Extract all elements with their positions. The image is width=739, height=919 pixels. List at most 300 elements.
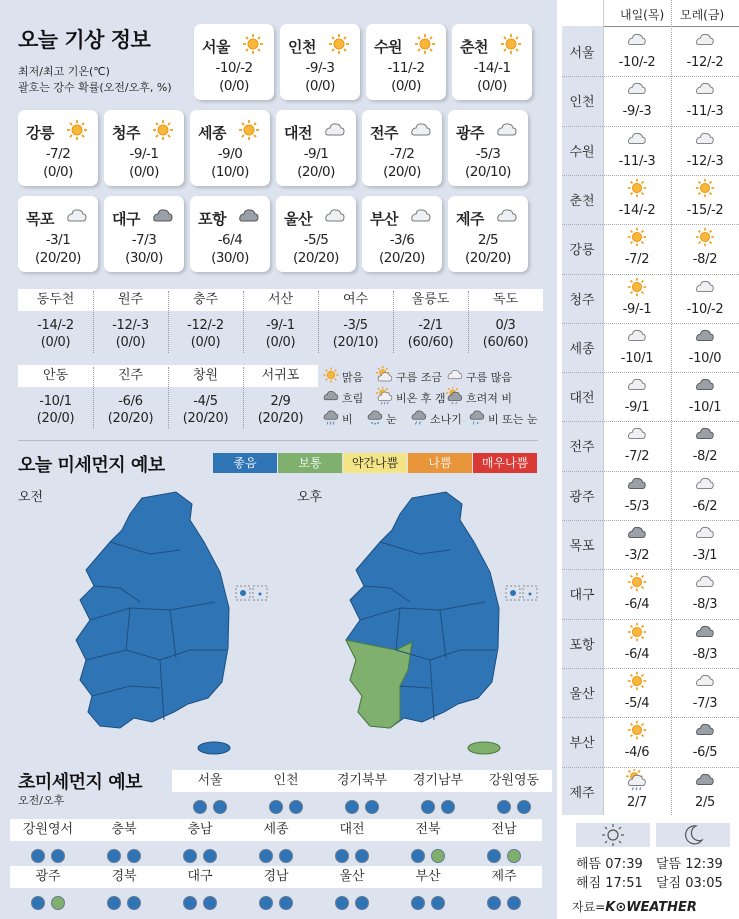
cloud-icon bbox=[604, 374, 670, 400]
city-prob: (20/0) bbox=[36, 411, 75, 426]
city-name: 부산 bbox=[370, 210, 398, 228]
forecast-header-day2: 모레(금) bbox=[680, 8, 725, 22]
city-name: 전주 bbox=[370, 124, 398, 142]
sun-rain-icon bbox=[604, 769, 670, 795]
am-status-dot bbox=[411, 849, 425, 863]
region-name: 울산 bbox=[314, 866, 390, 888]
forecast-row bbox=[562, 372, 739, 421]
am-status-dot bbox=[193, 800, 207, 814]
city-temp: -9/1 bbox=[303, 146, 329, 162]
city-name: 인천 bbox=[288, 38, 316, 56]
city-temp: -10/-2 bbox=[215, 60, 253, 76]
city-prob: (0/0) bbox=[265, 335, 296, 350]
city-cell bbox=[168, 289, 243, 351]
subtitle-line-2: 괄호는 강수 확률(오전/오후, %) bbox=[18, 81, 172, 94]
map-label-pm: 오후 bbox=[297, 490, 323, 505]
city-name: 강릉 bbox=[26, 124, 54, 142]
forecast-city: 제주 bbox=[569, 785, 595, 801]
city-name: 독도 bbox=[468, 289, 543, 311]
city-name: 원주 bbox=[93, 289, 168, 311]
forecast-city: 서울 bbox=[569, 46, 595, 61]
region-name: 대구 bbox=[162, 866, 238, 888]
city-prob: (20/20) bbox=[257, 411, 304, 426]
shower-icon bbox=[410, 408, 428, 429]
forecast-temp-day1: -6/4 bbox=[624, 597, 650, 613]
city-temp: -10/1 bbox=[39, 394, 72, 409]
forecast-temp-day1: -14/-2 bbox=[618, 202, 656, 218]
legend-item: 맑음 bbox=[322, 366, 363, 387]
forecast-city: 강릉 bbox=[569, 243, 595, 259]
row-divider bbox=[562, 126, 739, 127]
cloud-icon bbox=[446, 366, 464, 387]
legend-item: 흐려져 비 bbox=[446, 387, 512, 408]
region-name: 경기남부 bbox=[400, 770, 476, 792]
city-prob: (20/20) bbox=[379, 250, 425, 266]
pm-status-dot bbox=[203, 849, 217, 863]
pm-status-dot bbox=[431, 896, 445, 910]
am-status-dot bbox=[259, 849, 273, 863]
forecast-temp-day2: -12/-3 bbox=[686, 153, 724, 169]
pm-status-dot bbox=[355, 849, 369, 863]
grid-divider bbox=[93, 367, 94, 429]
cloud-dark-icon bbox=[672, 423, 738, 449]
sun-icon-box bbox=[576, 823, 650, 847]
legend-item: 소나기 bbox=[410, 408, 462, 429]
city-prob: (30/0) bbox=[211, 250, 249, 266]
upm-region bbox=[162, 819, 238, 863]
grid-divider bbox=[243, 367, 244, 429]
cloud-dark-icon bbox=[151, 204, 175, 232]
city-card bbox=[104, 196, 184, 272]
moonrise: 달뜸 12:39 bbox=[656, 857, 723, 872]
upm-region bbox=[390, 866, 466, 910]
source-credit: 자료=K⊙WEATHER bbox=[572, 900, 697, 915]
city-card bbox=[276, 110, 356, 186]
cloud-icon bbox=[672, 29, 738, 55]
sun-rain-icon bbox=[376, 387, 394, 408]
city-temp: -3/1 bbox=[45, 232, 71, 248]
forecast-row bbox=[562, 126, 739, 175]
sun-icon bbox=[413, 32, 437, 60]
city-card bbox=[104, 110, 184, 186]
city-cell bbox=[93, 365, 168, 427]
city-card bbox=[194, 24, 274, 100]
city-name: 안동 bbox=[18, 365, 93, 387]
am-status-dot bbox=[31, 896, 45, 910]
cloud-dark-icon bbox=[604, 522, 670, 548]
city-card bbox=[362, 110, 442, 186]
city-prob: (0/0) bbox=[190, 335, 221, 350]
forecast-temp-day2: -6/5 bbox=[692, 745, 718, 761]
city-prob: (20/10) bbox=[332, 335, 379, 350]
forecast-city: 대구 bbox=[569, 588, 595, 604]
upm-region bbox=[10, 819, 86, 863]
city-temp: -9/-1 bbox=[129, 146, 159, 162]
forecast-city: 울산 bbox=[569, 686, 595, 702]
am-status-dot bbox=[487, 849, 501, 863]
city-name: 수원 bbox=[374, 38, 402, 56]
city-prob: (20/20) bbox=[293, 250, 339, 266]
pm-status-dot bbox=[127, 849, 141, 863]
city-temp: -6/4 bbox=[217, 232, 243, 248]
city-card bbox=[280, 24, 360, 100]
am-status-dot bbox=[497, 800, 511, 814]
city-temp: -11/-2 bbox=[387, 60, 425, 76]
pm-legend-item: 보통 bbox=[278, 453, 342, 473]
forecast-row bbox=[562, 717, 739, 766]
city-name: 동두천 bbox=[18, 289, 93, 311]
legend-item: 구름 많음 bbox=[446, 366, 512, 387]
cloud-icon bbox=[672, 473, 738, 499]
city-temp: -3/5 bbox=[343, 318, 368, 333]
pm-status-dot bbox=[507, 896, 521, 910]
forecast-row bbox=[562, 175, 739, 224]
upm-region bbox=[400, 770, 476, 814]
city-name: 포항 bbox=[198, 210, 226, 228]
region-name: 전남 bbox=[466, 819, 542, 841]
city-name: 목포 bbox=[26, 210, 54, 228]
city-card bbox=[190, 196, 270, 272]
upm-region bbox=[86, 819, 162, 863]
pm-status-dot bbox=[289, 800, 303, 814]
cloud-icon bbox=[672, 78, 738, 104]
upm-region bbox=[86, 866, 162, 910]
city-prob: (60/60) bbox=[482, 335, 529, 350]
city-prob: (20/20) bbox=[35, 250, 81, 266]
city-temp: -14/-2 bbox=[37, 318, 74, 333]
city-prob: (20/20) bbox=[182, 411, 229, 426]
sun-icon bbox=[604, 226, 670, 252]
forecast-row bbox=[562, 619, 739, 668]
forecast-temp-day1: -5/3 bbox=[624, 498, 650, 514]
cloud-dark-icon bbox=[672, 621, 738, 647]
upm-region bbox=[162, 866, 238, 910]
city-temp: -4/5 bbox=[193, 394, 218, 409]
city-prob: (60/60) bbox=[407, 335, 454, 350]
cloud-icon bbox=[409, 204, 433, 232]
forecast-temp-day1: -10/-2 bbox=[618, 55, 656, 70]
forecast-city: 청주 bbox=[569, 292, 595, 308]
upm-region bbox=[476, 770, 552, 814]
sun-icon bbox=[237, 118, 261, 146]
region-name: 경기북부 bbox=[324, 770, 400, 792]
upm-title: 초미세먼지 예보 bbox=[18, 772, 142, 793]
forecast-city: 수원 bbox=[569, 144, 595, 160]
cloud-icon bbox=[604, 78, 670, 104]
city-name: 서산 bbox=[243, 289, 318, 311]
grid-divider bbox=[168, 367, 169, 429]
city-name: 세종 bbox=[198, 124, 226, 142]
grid-divider bbox=[168, 291, 169, 353]
city-name: 여수 bbox=[318, 289, 393, 311]
upm-region bbox=[238, 866, 314, 910]
city-temp: -3/6 bbox=[389, 232, 415, 248]
row-divider bbox=[562, 717, 739, 718]
source-brand: K⊙WEATHER bbox=[605, 900, 697, 915]
forecast-row bbox=[562, 520, 739, 569]
forecast-city: 부산 bbox=[569, 736, 595, 752]
moon-icon-box bbox=[656, 823, 730, 847]
upm-region bbox=[314, 819, 390, 863]
cloud-dark-icon bbox=[322, 387, 340, 408]
grid-divider bbox=[243, 291, 244, 353]
pm-status-dot bbox=[213, 800, 227, 814]
forecast-temp-day2: 2/5 bbox=[694, 794, 716, 810]
grid-divider bbox=[93, 291, 94, 353]
cloud-icon bbox=[409, 118, 433, 146]
city-card bbox=[18, 196, 98, 272]
sun-icon bbox=[672, 226, 738, 252]
city-card bbox=[452, 24, 532, 100]
forecast-temp-day1: -10/1 bbox=[620, 350, 654, 366]
city-name: 진주 bbox=[93, 365, 168, 387]
forecast-temp-day2: -6/2 bbox=[692, 498, 718, 514]
city-temp: 0/3 bbox=[495, 318, 516, 333]
region-name: 전북 bbox=[390, 819, 466, 841]
jeju-pm bbox=[468, 742, 500, 754]
pm-status-dot bbox=[127, 896, 141, 910]
city-name: 울릉도 bbox=[393, 289, 468, 311]
forecast-temp-day2: -7/3 bbox=[692, 695, 718, 711]
am-status-dot bbox=[107, 896, 121, 910]
cloud-dark-icon bbox=[672, 325, 738, 351]
korea-map-pm bbox=[300, 490, 550, 760]
city-card bbox=[448, 196, 528, 272]
forecast-temp-day2: -8/3 bbox=[692, 646, 718, 662]
forecast-row bbox=[562, 27, 739, 76]
city-card bbox=[448, 110, 528, 186]
city-temp: -5/5 bbox=[303, 232, 329, 248]
city-prob: (0/0) bbox=[391, 78, 421, 94]
forecast-temp-day1: -9/-1 bbox=[622, 301, 652, 317]
rain-snow-icon bbox=[468, 408, 486, 429]
region-name: 광주 bbox=[10, 866, 86, 888]
cloud-icon bbox=[323, 118, 347, 146]
forecast-temp-day2: -8/2 bbox=[692, 449, 718, 465]
pm-title: 오늘 미세먼지 예보 bbox=[18, 455, 165, 476]
am-status-dot bbox=[269, 800, 283, 814]
city-cell bbox=[318, 289, 393, 351]
city-name: 창원 bbox=[168, 365, 243, 387]
cloud-icon bbox=[672, 670, 738, 696]
forecast-temp-day2: -10/1 bbox=[688, 400, 722, 416]
city-temp: 2/5 bbox=[477, 232, 499, 248]
pm-status-dot bbox=[365, 800, 379, 814]
forecast-city: 목포 bbox=[569, 539, 595, 554]
region-name: 경남 bbox=[238, 866, 314, 888]
row-divider bbox=[562, 175, 739, 176]
cloud-icon bbox=[672, 571, 738, 597]
sun-icon bbox=[151, 118, 175, 146]
row-divider bbox=[562, 421, 739, 422]
forecast-city: 대전 bbox=[569, 391, 595, 407]
grid-divider bbox=[318, 291, 319, 353]
cloud-icon bbox=[495, 204, 519, 232]
forecast-city: 세종 bbox=[569, 341, 595, 357]
city-name: 서울 bbox=[202, 38, 230, 56]
row-divider bbox=[562, 323, 739, 324]
city-name: 대전 bbox=[284, 124, 312, 142]
sun-icon bbox=[604, 177, 670, 203]
city-temp: -7/2 bbox=[45, 146, 71, 162]
sun-icon bbox=[65, 118, 89, 146]
forecast-temp-day1: -6/4 bbox=[624, 646, 650, 662]
pm-status-dot bbox=[279, 849, 293, 863]
am-status-dot bbox=[335, 849, 349, 863]
forecast-city: 전주 bbox=[569, 440, 595, 456]
city-card bbox=[18, 110, 98, 186]
row-divider bbox=[562, 619, 739, 620]
subtitle-line-1: 최저/최고 기온(℃) bbox=[18, 65, 110, 78]
sun-icon bbox=[241, 32, 265, 60]
cloud-icon bbox=[672, 276, 738, 302]
sun-icon bbox=[499, 32, 523, 60]
moonset: 달짐 03:05 bbox=[656, 876, 723, 891]
upm-region bbox=[390, 819, 466, 863]
city-prob: (0/0) bbox=[305, 78, 335, 94]
pm-legend-item: 좋음 bbox=[213, 453, 277, 473]
city-name: 서귀포 bbox=[243, 365, 318, 387]
korea-map-am bbox=[30, 490, 280, 760]
forecast-city: 춘천 bbox=[569, 193, 595, 209]
city-cell bbox=[168, 365, 243, 427]
city-prob: (0/0) bbox=[129, 164, 159, 180]
forecast-temp-day1: -7/2 bbox=[624, 252, 650, 268]
forecast-row bbox=[562, 323, 739, 372]
forecast-row bbox=[562, 274, 739, 323]
pm-status-dot bbox=[355, 896, 369, 910]
pm-status-dot bbox=[431, 849, 445, 863]
city-prob: (20/20) bbox=[107, 411, 154, 426]
city-card bbox=[190, 110, 270, 186]
forecast-temp-day1: -7/2 bbox=[624, 449, 650, 465]
city-prob: (0/0) bbox=[43, 164, 73, 180]
sun-icon bbox=[604, 670, 670, 696]
city-cell bbox=[243, 365, 318, 427]
pm-status-dot bbox=[507, 849, 521, 863]
cloud-icon bbox=[672, 522, 738, 548]
grid-divider bbox=[393, 291, 394, 353]
forecast-header-day1: 내일(목) bbox=[620, 8, 665, 22]
forecast-city: 광주 bbox=[569, 489, 595, 505]
upm-subtitle: 오전/오후 bbox=[18, 794, 65, 807]
row-divider bbox=[562, 224, 739, 225]
cloud-icon bbox=[604, 423, 670, 449]
am-status-dot bbox=[345, 800, 359, 814]
sun-icon bbox=[327, 32, 351, 60]
sun-icon bbox=[604, 571, 670, 597]
upm-region bbox=[172, 770, 248, 814]
forecast-temp-day2: -12/-2 bbox=[686, 55, 724, 70]
cloud-dark-icon bbox=[672, 719, 738, 745]
city-name: 울산 bbox=[284, 210, 312, 228]
region-name: 대전 bbox=[314, 819, 390, 841]
city-name: 충주 bbox=[168, 289, 243, 311]
city-prob: (20/10) bbox=[465, 164, 511, 180]
city-temp: -7/3 bbox=[131, 232, 157, 248]
sun-cloud-dark-icon bbox=[446, 387, 464, 408]
forecast-row bbox=[562, 471, 739, 520]
city-card bbox=[276, 196, 356, 272]
upm-region bbox=[466, 819, 542, 863]
city-prob: (20/0) bbox=[297, 164, 335, 180]
city-temp: -5/3 bbox=[475, 146, 501, 162]
forecast-row bbox=[562, 76, 739, 125]
sunrise: 해뜸 07:39 bbox=[576, 857, 643, 872]
snow-icon bbox=[366, 408, 384, 429]
city-temp: -9/0 bbox=[217, 146, 243, 162]
city-temp: -9/-1 bbox=[266, 318, 295, 333]
sun-cloud-icon bbox=[376, 366, 394, 387]
city-prob: (20/0) bbox=[383, 164, 421, 180]
legend-item: 구름 조금 bbox=[376, 366, 442, 387]
grid-divider bbox=[468, 291, 469, 353]
cloud-dark-icon bbox=[672, 769, 738, 795]
pm-legend-item: 나쁨 bbox=[408, 453, 472, 473]
region-name: 충남 bbox=[162, 819, 238, 841]
sun-icon bbox=[604, 719, 670, 745]
city-temp: -2/1 bbox=[418, 318, 443, 333]
forecast-temp-day1: -9/-3 bbox=[622, 104, 652, 120]
cloud-icon bbox=[672, 128, 738, 154]
city-name: 대구 bbox=[112, 210, 140, 228]
forecast-temp-day1: -11/-3 bbox=[618, 153, 656, 169]
sun-icon bbox=[604, 276, 670, 302]
row-divider bbox=[562, 471, 739, 472]
row-divider bbox=[562, 76, 739, 77]
upm-region bbox=[324, 770, 400, 814]
forecast-temp-day1: -3/2 bbox=[624, 548, 650, 563]
city-temp: -9/-3 bbox=[305, 60, 335, 76]
region-name: 경북 bbox=[86, 866, 162, 888]
cloud-icon bbox=[604, 29, 670, 55]
forecast-temp-day1: -9/1 bbox=[624, 400, 650, 416]
forecast-row bbox=[562, 224, 739, 273]
forecast-temp-day1: -4/6 bbox=[624, 745, 650, 761]
cloud-dark-icon bbox=[672, 374, 738, 400]
city-prob: (10/0) bbox=[211, 164, 249, 180]
sun-icon bbox=[604, 621, 670, 647]
city-card bbox=[366, 24, 446, 100]
region-name: 서울 bbox=[172, 770, 248, 792]
forecast-row bbox=[562, 569, 739, 618]
city-name: 춘천 bbox=[460, 38, 488, 56]
city-cell bbox=[243, 289, 318, 351]
am-status-dot bbox=[335, 896, 349, 910]
city-temp: -7/2 bbox=[389, 146, 415, 162]
pm-status-dot bbox=[279, 896, 293, 910]
city-cell bbox=[393, 289, 468, 351]
upm-region bbox=[466, 866, 542, 910]
forecast-temp-day2: -3/1 bbox=[692, 548, 718, 563]
row-divider bbox=[562, 520, 739, 521]
forecast-city: 포항 bbox=[569, 637, 595, 653]
city-prob: (0/0) bbox=[219, 78, 249, 94]
city-prob: (30/0) bbox=[125, 250, 163, 266]
forecast-temp-day2: -10/0 bbox=[688, 350, 722, 366]
map-land-am bbox=[76, 492, 229, 728]
city-prob: (0/0) bbox=[40, 335, 71, 350]
row-divider bbox=[562, 767, 739, 768]
upm-region bbox=[248, 770, 324, 814]
rain-icon bbox=[322, 408, 340, 429]
pm-status-dot bbox=[441, 800, 455, 814]
region-name: 강원영동 bbox=[476, 770, 552, 792]
city-temp: -6/6 bbox=[118, 394, 143, 409]
region-name: 제주 bbox=[466, 866, 542, 888]
am-status-dot bbox=[183, 896, 197, 910]
upm-region bbox=[238, 819, 314, 863]
